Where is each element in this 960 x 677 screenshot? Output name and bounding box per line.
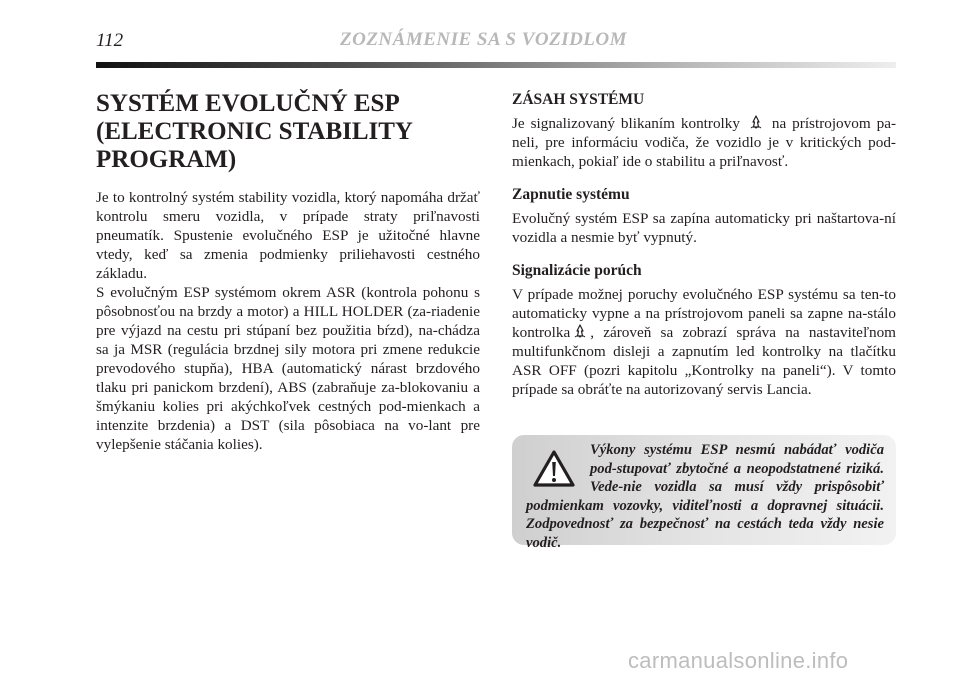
warning-triangle-icon (532, 449, 576, 489)
right-column (512, 90, 896, 413)
esp-warning-lamp-icon (748, 115, 764, 129)
watermark: carmanualsonline.info (628, 648, 849, 673)
running-header-title: ZOZNÁMENIE SA S VOZIDLOM (340, 29, 628, 50)
esp-warning-lamp-icon (572, 324, 588, 338)
warning-text: Výkony systému ESP nesmú nabádať vodiča pod-stupovať zbytočné a neopodstatnené riziká. Vede-nie vozidla sa musí vždy prispôsobiť podmienkam vozovky, viditeľnosti a dopravnej situácii. Zodpovednosť za bezpečnosť na cestách teda vždy nesie vodič. (526, 442, 884, 551)
faults-text (512, 285, 896, 399)
intervention-title: ZÁSAH SYSTÉMU (512, 91, 645, 108)
faults-title: Signalizácie porúch (512, 262, 642, 279)
activation-block (512, 185, 896, 247)
warning-box (512, 435, 896, 551)
intro-paragraph: Je to kontrolný systém stability vozidla, ktorý napomáha držať kontrolu smeru vozidla, v prípade straty priľnavosti pneumatík. Spustenie evolučného ESP je užitočné hlavne vtedy, keď sa zmenia podmienky priliehavosti cestného základu. (96, 189, 480, 282)
faults-text-end: , zároveň sa zobrazí správa na nastaviteľnom multifunkčnom disleji a zapnutím led kontrolky na tlačítku ASR OFF (pozri kapitolu „Kontrolky na paneli“). V tomto prípade sa obráťte na autorizovaný servis Lancia. (512, 324, 896, 398)
page-number: 112 (96, 30, 124, 51)
activation-text: Evolučný systém ESP sa zapína automaticky pri naštartova-ní vozidla a nesmie byť vypnutý. (512, 210, 896, 246)
intervention-text (512, 114, 896, 171)
header-rule (96, 62, 896, 68)
activation-title: Zapnutie systému (512, 186, 630, 203)
left-column (96, 90, 480, 454)
faults-block (512, 261, 896, 399)
intervention-text-end: na prístrojovom pa-neli, pre informáciu vodiča, že vozidlo je v kritických pod-mienkach, pokiaľ ide o stabilitu a priľnavosť. (512, 115, 897, 170)
intervention-block (512, 90, 896, 171)
section-title: SYSTÉM EVOLUČNÝ ESP (ELECTRONIC STABILITY PROGRAM) (96, 90, 413, 173)
systems-paragraph: S evolučným ESP systémom okrem ASR (kontrola pohonu s pôsobnosťou na brzdy a motor) a HILL HOLDER (za-riadenie pre výjazd na cestu pri stúpaní bez použitia bŕzd), na-chádza sa ja MSR (regulácia brzdnej sily motora pri zmene redukcie prevodového stupňa), HBA (automatický nárast brzdového tlaku pri panickom brzdení), ABS (zabraňuje za-blokovaniu a šmýkaniu kolies pri akýchkoľvek cestných pod-mienkach a intenzite brzdenia) a DST (sila pôsobiaca na vo-lant pre vylepšenie stáčania kolies). (96, 284, 480, 453)
faults-text-start: V prípade možnej poruchy evolučného ESP systému sa ten-to automaticky vypne a na prístrojovom paneli sa zapne na-stálo kontrolka (512, 286, 896, 341)
intervention-text-start: Je signalizovaný blikaním kontrolky (512, 115, 740, 132)
